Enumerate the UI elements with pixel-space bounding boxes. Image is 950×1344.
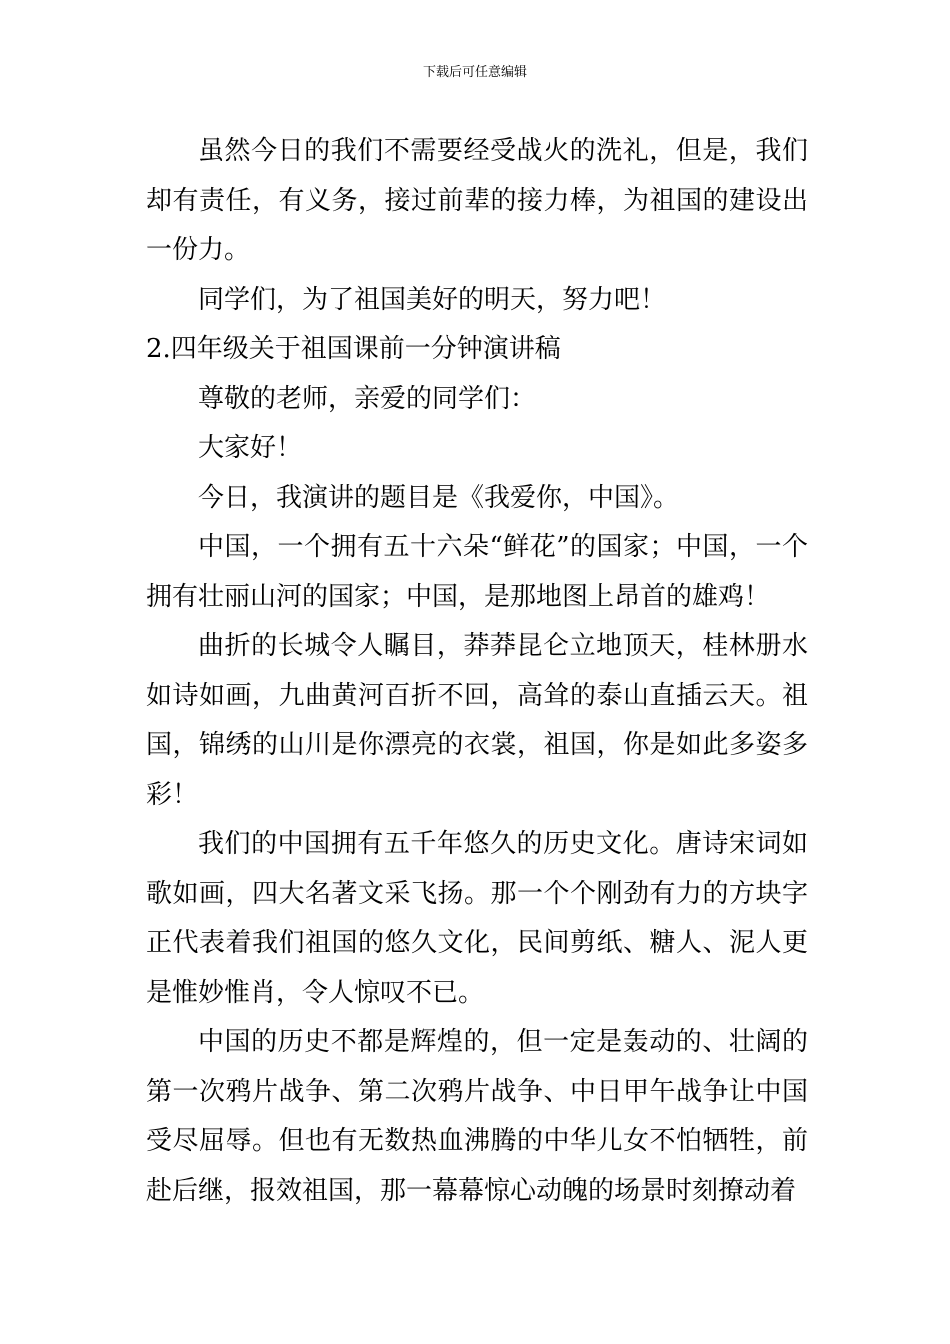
- paragraph-topic: 今日，我演讲的题目是《我爱你，中国》。: [198, 482, 680, 513]
- paragraph-salutation: 尊敬的老师，亲爱的同学们：: [198, 383, 537, 414]
- paragraph-1: 虽然今日的我们不需要经受战火的洗礼，但是，我们却有责任，有义务，接过前辈的接力棒，为祖国的建设出一份力。: [146, 136, 808, 265]
- paragraph-10: 中国的历史不都是辉煌的，但一定是轰动的、壮阔的第一次鸦片战争、第二次鸦片战争、中日甲午战争让中国受尽屈辱。但也有无数热血沸腾的中华儿女不怕牺牲，前赴后继，报效祖国，那一幕幕惊心动魄的场景时刻撩动着: [146, 1027, 808, 1206]
- paragraph-2: 同学们，为了祖国美好的明天，努力吧！: [198, 284, 667, 315]
- page-header-note: 下载后可任意编辑: [422, 65, 527, 80]
- paragraph-greeting: 大家好！: [198, 433, 303, 463]
- paragraph-9: 我们的中国拥有五千年悠久的历史文化。唐诗宋词如歌如画，四大名著文采飞扬。那一个个刚劲有力的方块字正代表着我们祖国的悠久文化，民间剪纸、糖人、泥人更是惟妙惟肖，令人惊叹不已。: [146, 829, 808, 1008]
- paragraph-7: 中国，一个拥有五十六朵“鲜花”的国家；中国，一个拥有壮丽山河的国家；中国，是那地图上昂首的雄鸡！: [146, 532, 808, 612]
- section-heading: 2.四年级关于祖国课前一分钟演讲稿: [146, 334, 561, 364]
- document-body: [146, 127, 808, 1216]
- paragraph-8: 曲折的长城令人瞩目，莽莽昆仑立地顶天，桂林册水如诗如画，九曲黄河百折不回，高耸的泰山直插云天。祖国，锦绣的山川是你漂亮的衣裳，祖国，你是如此多姿多彩！: [146, 631, 808, 810]
